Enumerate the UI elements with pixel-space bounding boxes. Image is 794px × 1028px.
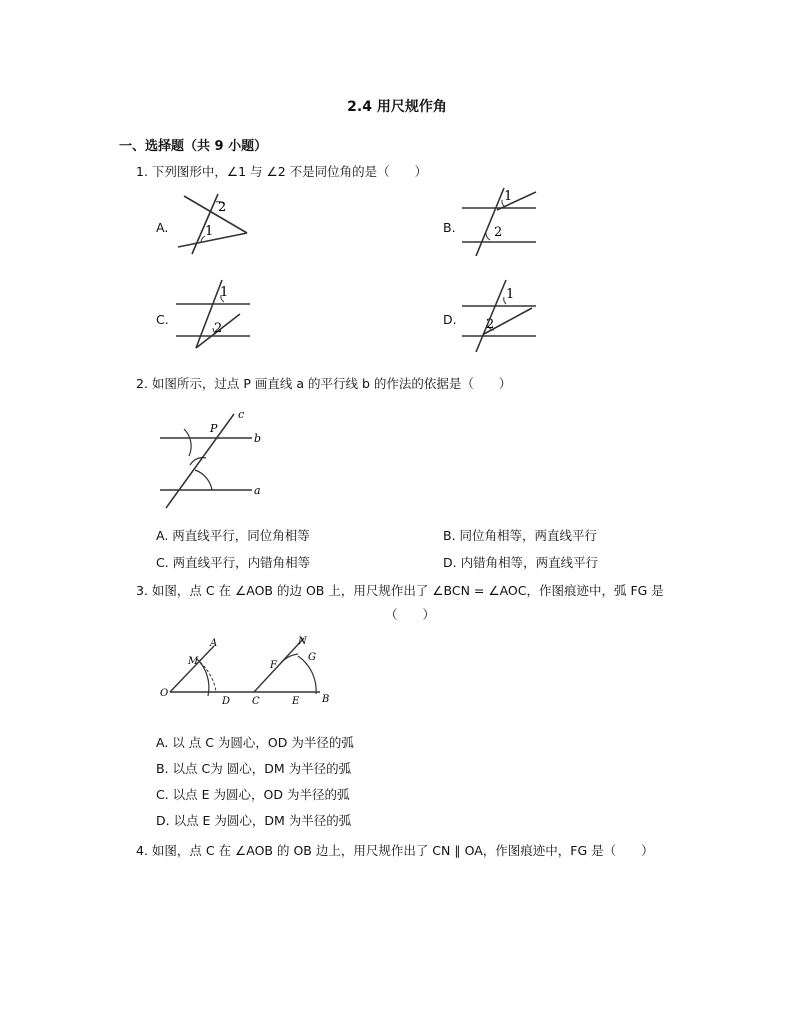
q1a-angle-2-label: 2	[218, 200, 227, 215]
q1-option-a-label[interactable]: A.	[156, 220, 169, 235]
q2-option-c[interactable]: C. 两直线平行，内错角相等	[156, 555, 311, 570]
q3-point-a-label: A	[210, 638, 218, 649]
q3-point-d-label: D	[222, 696, 231, 707]
q3-stem-tail: （ ）	[385, 607, 436, 622]
q1b-angle-1-label: 1	[504, 189, 513, 204]
q2-stem: 2. 如图所示，过点 P 画直线 a 的平行线 b 的作法的依据是（ ）	[136, 376, 512, 391]
q3-stem: 3. 如图，点 C 在 ∠AOB 的边 OB 上，用尺规作出了 ∠BCN = ∠AOC，作图痕迹中，弧 FG 是	[136, 583, 664, 598]
q1-option-d-label[interactable]: D.	[443, 312, 457, 327]
q2-option-b[interactable]: B. 同位角相等，两直线平行	[443, 528, 598, 543]
q2-point-p-label: P	[210, 422, 218, 435]
q1d-angle-2-label: 2	[486, 317, 495, 332]
q1-option-b-label[interactable]: B.	[443, 220, 456, 235]
q1-figure-c	[174, 278, 254, 350]
q2-line-a-label: a	[254, 484, 261, 497]
q2-option-d[interactable]: D. 内错角相等，两直线平行	[443, 555, 599, 570]
q3-figure	[156, 630, 336, 710]
q2-option-a[interactable]: A. 两直线平行，同位角相等	[156, 528, 310, 543]
q1-figure-d	[460, 278, 540, 354]
q3-option-c[interactable]: C. 以点 E 为圆心，OD 为半径的弧	[156, 787, 350, 802]
q1d-angle-1-label: 1	[506, 287, 515, 302]
q1b-angle-2-label: 2	[494, 225, 503, 240]
q2-line-c-label: c	[238, 408, 245, 421]
q1-figure-a	[174, 190, 254, 256]
q3-point-b-label: B	[322, 694, 330, 705]
q3-option-b[interactable]: B. 以点 C为 圆心，DM 为半径的弧	[156, 761, 352, 776]
q3-point-c-label: C	[252, 696, 260, 707]
q1-figure-b	[460, 186, 540, 258]
q3-point-o-label: O	[160, 688, 169, 699]
q3-point-f-label: F	[270, 660, 277, 671]
page-title: 2.4 用尺规作角	[347, 99, 447, 115]
q3-option-d[interactable]: D. 以点 E 为圆心，DM 为半径的弧	[156, 813, 352, 828]
q1-option-c-label[interactable]: C.	[156, 312, 169, 327]
q1a-angle-1-label: 1	[205, 224, 214, 239]
section-heading: 一、选择题（共 9 小题）	[119, 139, 268, 154]
q2-figure	[156, 408, 268, 512]
q4-stem: 4. 如图，点 C 在 ∠AOB 的 OB 边上，用尺规作出了 CN ∥ OA，作图痕迹中，FG 是（ ）	[136, 843, 654, 858]
q3-point-g-label: G	[308, 652, 316, 663]
q1-stem: 1. 下列图形中，∠1 与 ∠2 不是同位角的是（ ）	[136, 164, 428, 179]
q1c-angle-2-label: 2	[214, 321, 223, 336]
q3-option-a[interactable]: A. 以 点 C 为圆心，OD 为半径的弧	[156, 735, 354, 750]
q3-point-e-label: E	[292, 696, 300, 707]
q2-line-b-label: b	[254, 432, 262, 445]
q1c-angle-1-label: 1	[220, 285, 229, 300]
q3-point-m-label: M	[188, 656, 199, 667]
q3-point-n-label: N	[298, 636, 307, 647]
